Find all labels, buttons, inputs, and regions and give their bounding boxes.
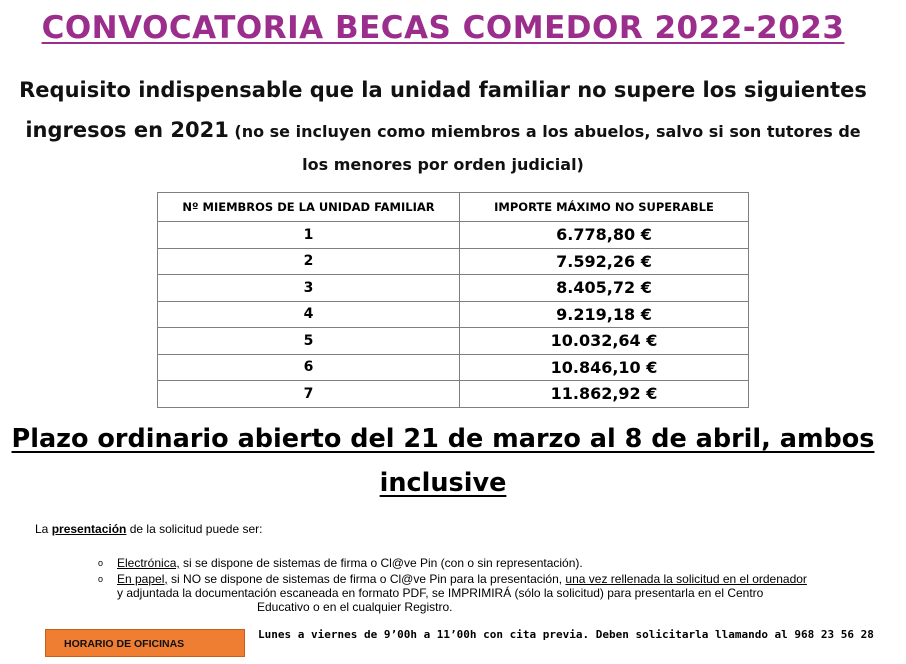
- page-title-text: CONVOCATORIA BECAS COMEDOR 2022-2023: [41, 10, 845, 46]
- members-cell: 1: [158, 222, 460, 249]
- requirement-line-2: [0, 118, 886, 142]
- table-row: [158, 328, 749, 355]
- intro-suffix: de la solicitud puede ser:: [126, 522, 263, 536]
- page-title: [0, 10, 886, 46]
- amount-cell: 10.846,10 €: [460, 354, 749, 381]
- deadline-line-2: inclusive: [379, 468, 507, 498]
- bullet-icon: o: [98, 558, 104, 568]
- requirement-income-year: ingresos en 2021: [25, 118, 229, 142]
- members-cell: 2: [158, 248, 460, 275]
- table-row: [158, 354, 749, 381]
- table-row: [158, 275, 749, 302]
- amount-cell: 11.862,92 €: [460, 381, 749, 408]
- amount-cell: 9.219,18 €: [460, 301, 749, 328]
- amount-cell: 6.778,80 €: [460, 222, 749, 249]
- office-hours-schedule: Lunes a viernes de 9’00h a 11’00h con cita previa. Deben solicitarla llamando al 968 23 56 28: [258, 628, 874, 641]
- table-row: [158, 222, 749, 249]
- header-members: Nº MIEMBROS DE LA UNIDAD FAMILIAR: [158, 193, 460, 222]
- presentation-options: [96, 556, 866, 616]
- option-paper-text-b: y adjuntada la documentación escaneada en formato PDF, se IMPRIMIRÁ (sólo la solicitud) para presentarla en el Centro: [117, 586, 764, 600]
- option-electronic-label: Electrónica,: [117, 556, 180, 570]
- option-paper-underlined: una vez rellenada la solicitud en el ordenador: [565, 572, 807, 586]
- list-item: [96, 572, 866, 614]
- income-table: [157, 192, 749, 408]
- amount-cell: 8.405,72 €: [460, 275, 749, 302]
- amount-cell: 7.592,26 €: [460, 248, 749, 275]
- members-cell: 6: [158, 354, 460, 381]
- intro-keyword: presentación: [51, 522, 127, 536]
- office-hours-label: HORARIO DE OFICINAS: [45, 629, 245, 657]
- requirement-note: (no se incluyen como miembros a los abuelos, salvo si son tutores de: [228, 122, 861, 141]
- table-row: [158, 248, 749, 275]
- requirement-line-3: los menores por orden judicial): [302, 155, 584, 174]
- bullet-icon: o: [98, 574, 104, 584]
- table-row: [158, 301, 749, 328]
- deadline-line-1: Plazo ordinario abierto del 21 de marzo al 8 de abril, ambos: [11, 424, 875, 454]
- option-paper-text-a: si NO se dispone de sistemas de firma o Cl@ve Pin para la presentación,: [167, 572, 566, 586]
- header-amount: IMPORTE MÁXIMO NO SUPERABLE: [460, 193, 749, 222]
- list-item: [96, 556, 866, 570]
- members-cell: 5: [158, 328, 460, 355]
- presentation-intro: [35, 522, 262, 536]
- option-electronic-text: si se dispone de sistemas de firma o Cl@ve Pin (con o sin representación).: [179, 556, 583, 570]
- members-cell: 4: [158, 301, 460, 328]
- option-paper-text-c: Educativo o en el cualquier Registro.: [257, 600, 453, 614]
- table-row: [158, 381, 749, 408]
- amount-cell: 10.032,64 €: [460, 328, 749, 355]
- intro-prefix: La: [35, 522, 52, 536]
- table-header-row: [158, 193, 749, 222]
- option-paper-label: En papel,: [117, 572, 168, 586]
- requirement-line-1: Requisito indispensable que la unidad familiar no supere los siguientes: [19, 78, 867, 102]
- members-cell: 7: [158, 381, 460, 408]
- members-cell: 3: [158, 275, 460, 302]
